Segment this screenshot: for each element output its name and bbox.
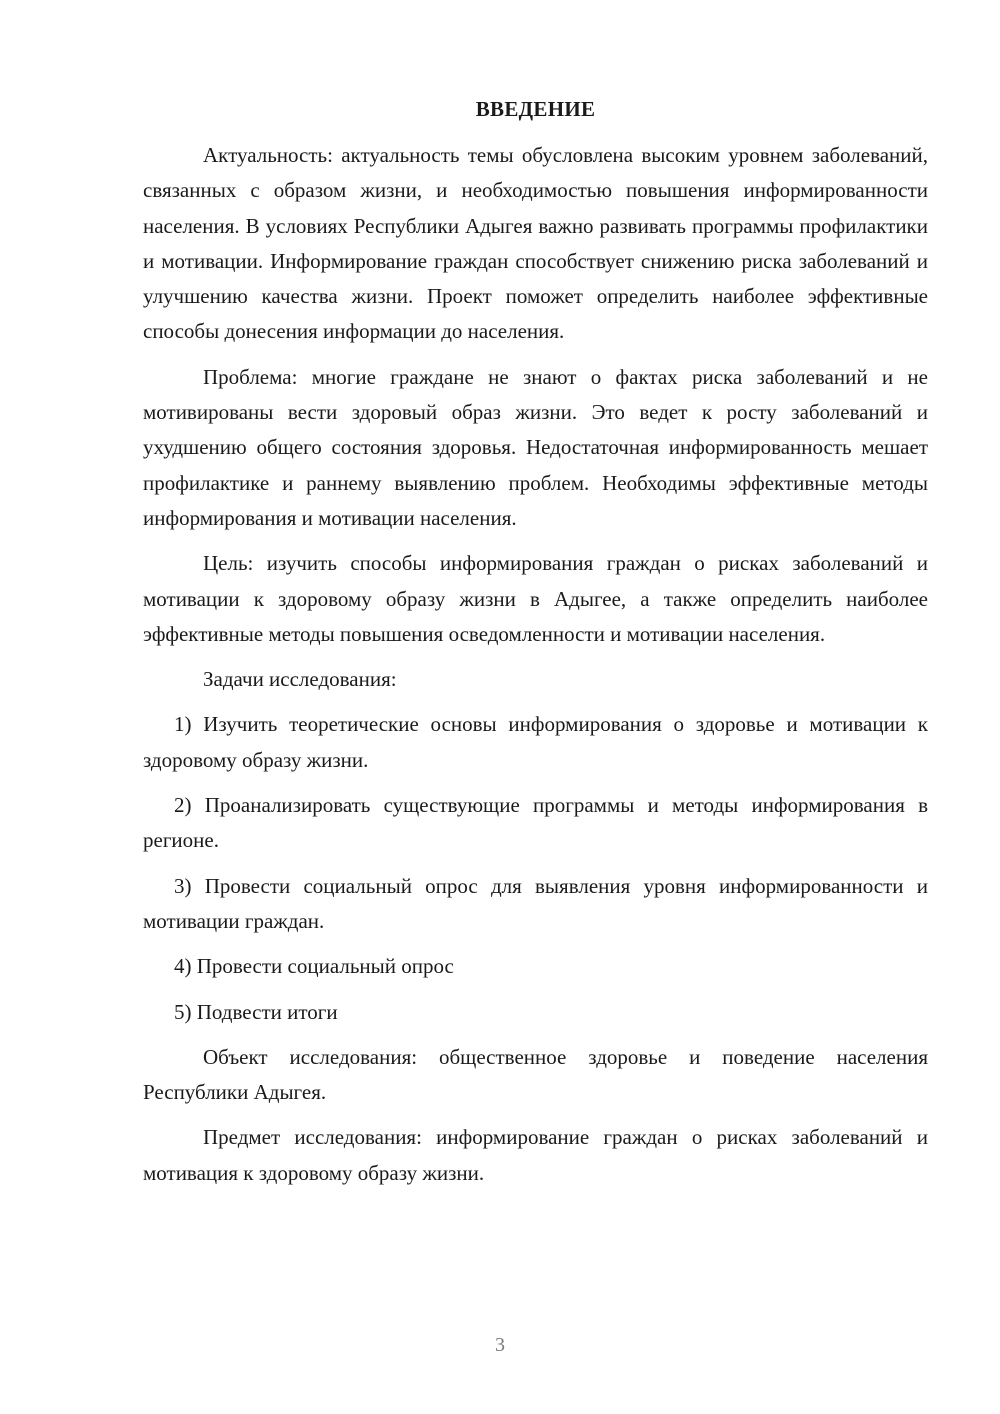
list-item: 3) Провести социальный опрос для выявления уровня информированности и мотивации граждан. <box>143 873 928 933</box>
goal-paragraph: Цель: изучить способы информирования граждан о рисках заболеваний и мотивации к здоровому образу жизни в Адыгее, а также определить наиболее эффективные методы повышения осведомленности и мотивации населения. <box>143 551 928 646</box>
document-page <box>143 94 928 1201</box>
subject-paragraph: Предмет исследования: информирование граждан о рисках заболеваний и мотивация к здоровому образу жизни. <box>143 1125 928 1185</box>
list-item: 4) Провести социальный опрос <box>174 954 454 979</box>
relevance-paragraph: Актуальность: актуальность темы обусловлена высоким уровнем заболеваний, связанных с образом жизни, и необходимостью повышения информированности населения. В условиях Республики Адыгея важно развивать программы профилактики и мотивации. Информирование граждан способствует снижению риска заболеваний и улучшению качества жизни. Проект поможет определить наиболее эффективные способы донесения информации до населения. <box>143 143 928 344</box>
page-title: ВВЕДЕНИЕ <box>475 97 596 121</box>
tasks-heading: Задачи исследования: <box>203 667 397 692</box>
list-item: 5) Подвести итоги <box>174 999 338 1024</box>
list-item: 1) Изучить теоретические основы информирования о здоровье и мотивации к здоровому образу жизни. <box>143 712 928 772</box>
list-item: 2) Проанализировать существующие программы и методы информирования в регионе. <box>143 793 928 853</box>
page-number: 3 <box>495 1334 505 1356</box>
object-paragraph: Объект исследования: общественное здоровье и поведение населения Республики Адыгея. <box>143 1044 928 1105</box>
tasks-list <box>143 707 928 1029</box>
problem-paragraph: Проблема: многие граждане не знают о фактах риска заболеваний и не мотивированы вести здоровый образ жизни. Это ведет к росту заболеваний и ухудшению общего состояния здоровья. Недостаточная информированность мешает профилактике и раннему выявлению проблем. Необходимы эффективные методы информирования и мотивации населения. <box>143 364 928 530</box>
